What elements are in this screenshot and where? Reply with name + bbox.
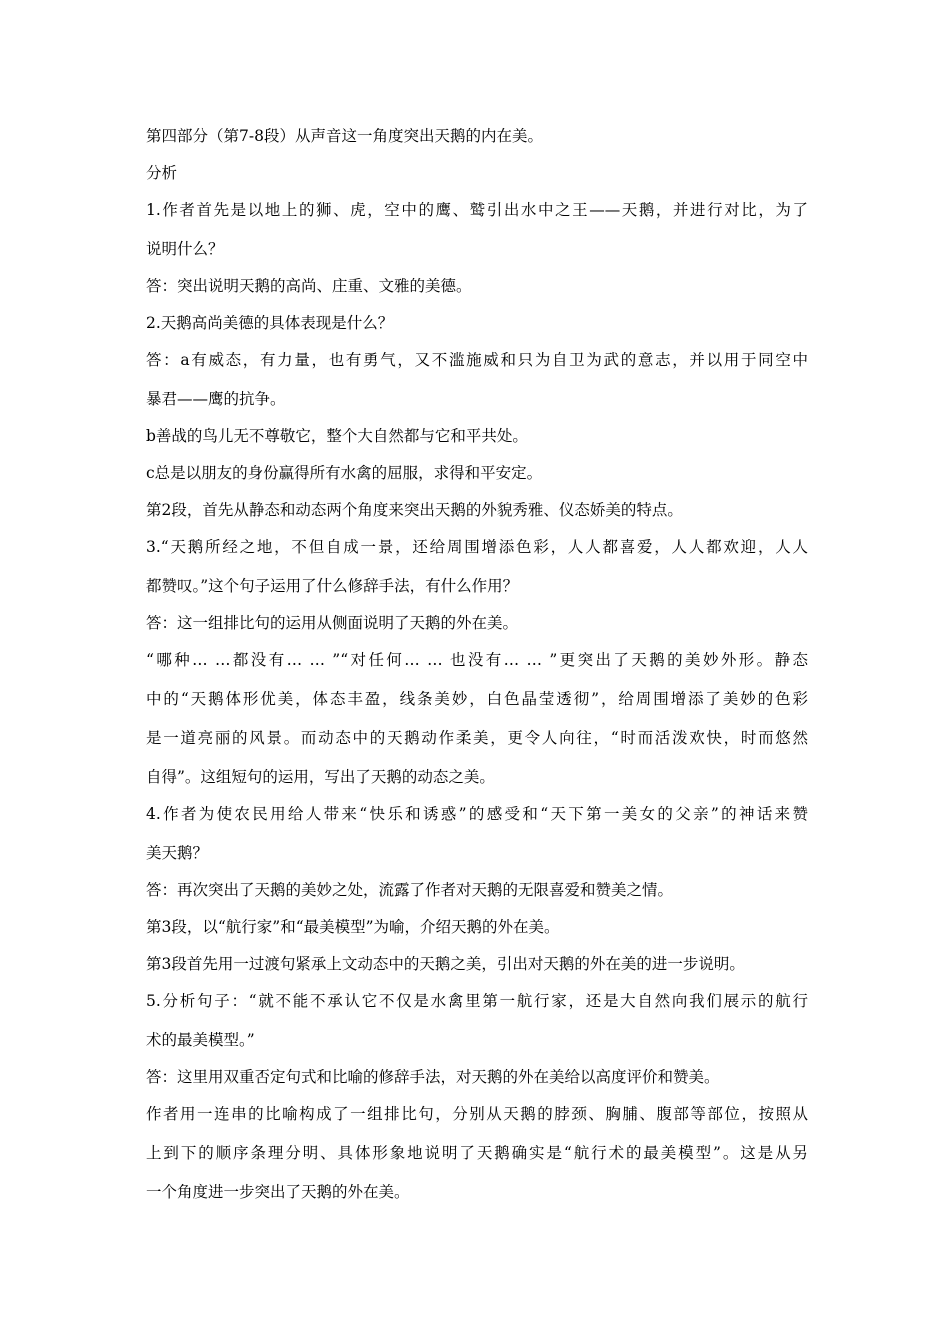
document-body [146, 125, 808, 1218]
question-1-line-1: 1.作者首先是以地上的狮、虎，空中的鹰、鹫引出水中之王——天鹅，并进行对比，为了 [146, 201, 808, 219]
question-3-line-2: 都赞叹。”这个句子运用了什么修辞手法，有什么作用？ [146, 577, 519, 595]
answer-5: 答：这里用双重否定句式和比喻的修辞手法，对天鹅的外在美给以高度评价和赞美。 [146, 1068, 720, 1086]
paragraph-3-transition: 第3段首先用一过渡句紧承上文动态中的天鹅之美，引出对天鹅的外在美的进一步说明。 [146, 955, 745, 973]
analysis-5-line-1: 作者用一连串的比喻构成了一组排比句，分别从天鹅的脖颈、胸脯、腹部等部位，按照从 [146, 1105, 808, 1123]
answer-4: 答：再次突出了天鹅的美妙之处，流露了作者对天鹅的无限喜爱和赞美之情。 [146, 881, 674, 899]
analysis-3-line-3: 是一道亮丽的风景。而动态中的天鹅动作柔美，更令人向往，“时而活泼欢快，时而悠然 [146, 729, 808, 747]
paragraph-2-note: 第2段，首先从静态和动态两个角度来突出天鹅的外貌秀雅、仪态娇美的特点。 [146, 501, 683, 519]
answer-2b: b善战的鸟儿无不尊敬它，整个大自然都与它和平共处。 [146, 427, 528, 445]
paragraph-3-note: 第3段，以“航行家”和“最美模型”为喻，介绍天鹅的外在美。 [146, 918, 560, 936]
question-4-line-2: 美天鹅？ [146, 844, 209, 862]
answer-3: 答：这一组排比句的运用从侧面说明了天鹅的外在美。 [146, 614, 519, 632]
answer-1: 答：突出说明天鹅的高尚、庄重、文雅的美德。 [146, 277, 472, 295]
question-2: 2.天鹅高尚美德的具体表现是什么？ [146, 314, 394, 332]
analysis-5-line-2: 上到下的顺序条理分明、具体形象地说明了天鹅确实是“航行术的最美模型”。这是从另 [146, 1144, 808, 1162]
question-5-line-1: 5.分析句子：“就不能不承认它不仅是水禽里第一航行家，还是大自然向我们展示的航行 [146, 992, 808, 1010]
analysis-3-line-2: 中的“天鹅体形优美，体态丰盈，线条美妙，白色晶莹透彻”，给周围增添了美妙的色彩 [146, 690, 808, 708]
question-3-line-1: 3.“天鹅所经之地，不但自成一景，还给周围增添色彩，人人都喜爱，人人都欢迎，人人 [146, 538, 808, 556]
answer-2a-line-1: 答：a有威态，有力量，也有勇气，又不滥施威和只为自卫为武的意志，并以用于同空中 [146, 351, 808, 369]
analysis-label: 分析 [146, 164, 178, 182]
analysis-3-line-1: “哪种… …都没有… … ”“对任何… … 也没有… … ”更突出了天鹅的美妙外形。静态 [146, 651, 808, 669]
question-5-line-2: 术的最美模型。” [146, 1031, 255, 1049]
answer-2a-line-2: 暴君——鹰的抗争。 [146, 390, 286, 408]
question-1-line-2: 说明什么？ [146, 240, 224, 258]
section-heading: 第四部分（第7-8段）从声音这一角度突出天鹅的内在美。 [146, 127, 543, 145]
analysis-3-line-4: 自得”。这组短句的运用，写出了天鹅的动态之美。 [146, 768, 495, 786]
question-4-line-1: 4.作者为使农民用给人带来“快乐和诱惑”的感受和“天下第一美女的父亲”的神话来赞 [146, 805, 808, 823]
answer-2c: c总是以朋友的身份赢得所有水禽的屈服，求得和平安定。 [146, 464, 543, 482]
analysis-5-line-3: 一个角度进一步突出了天鹅的外在美。 [146, 1183, 410, 1201]
